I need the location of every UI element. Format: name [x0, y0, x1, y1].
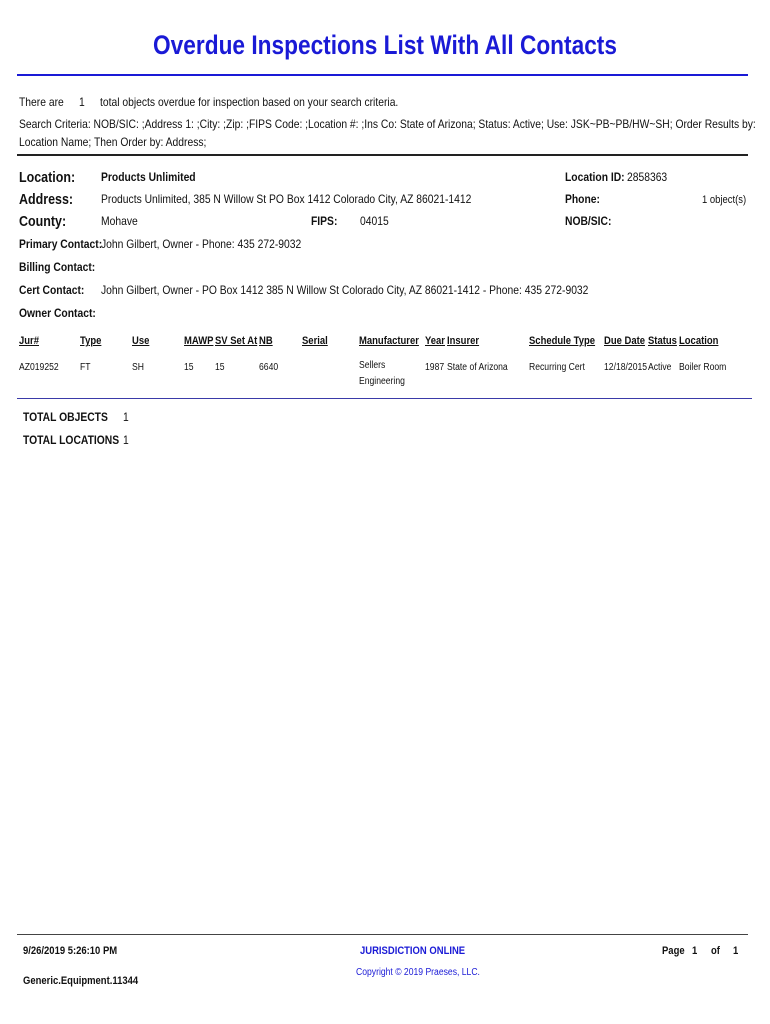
col-header-type: Type — [80, 335, 102, 347]
total-objects-label: TOTAL OBJECTS — [23, 410, 108, 424]
location-label: Location: — [19, 170, 76, 186]
cell-nb: 6640 — [259, 362, 279, 373]
col-header-schedule-type: Schedule Type — [529, 335, 596, 347]
col-header-nb: NB — [259, 335, 273, 347]
county-label: County: — [19, 214, 67, 230]
cell-schedule-type: Recurring Cert — [529, 362, 585, 373]
cert-contact-value: John Gilbert, Owner - PO Box 1412 385 N Willow St Colorado City, AZ 86021-1412 - Phone: 435 272-9032 — [101, 283, 589, 297]
col-header-year: Year — [425, 335, 445, 347]
cell-year: 1987 — [425, 362, 445, 373]
objects-count: 1 object(s) — [702, 194, 747, 206]
cert-contact-label: Cert Contact: — [19, 283, 85, 297]
cell-location: Boiler Room — [679, 362, 727, 373]
summary-prefix: There are — [19, 95, 64, 109]
location-name: Products Unlimited — [101, 170, 196, 184]
summary-text: total objects overdue for inspection based on your search criteria. — [100, 95, 399, 109]
footer-brand: JURISDICTION ONLINE — [360, 945, 466, 957]
footer-report-id: Generic.Equipment.11344 — [23, 975, 139, 987]
cell-type: FT — [80, 362, 91, 373]
col-header-due-date: Due Date — [604, 335, 646, 347]
footer-page-label: Page — [662, 945, 685, 957]
total-locations-label: TOTAL LOCATIONS — [23, 433, 120, 447]
cell-jur: AZ019252 — [19, 362, 59, 373]
county-value: Mohave — [101, 214, 138, 228]
cell-mawp: 15 — [184, 362, 194, 373]
location-id-label: Location ID: — [565, 170, 625, 184]
footer-timestamp: 9/26/2019 5:26:10 PM — [23, 945, 118, 957]
footer-of-label: of — [711, 945, 720, 957]
billing-contact-label: Billing Contact: — [19, 260, 96, 274]
col-header-mawp: MAWP — [184, 335, 214, 347]
total-objects-value: 1 — [123, 410, 129, 424]
cell-manufacturer-line2: Engineering — [359, 376, 405, 387]
col-header-location: Location — [679, 335, 719, 347]
cell-use: SH — [132, 362, 144, 373]
footer-divider — [17, 934, 748, 935]
criteria-divider — [17, 154, 748, 156]
primary-contact-label: Primary Contact: — [19, 237, 103, 251]
address-label: Address: — [19, 192, 74, 208]
col-header-status: Status — [648, 335, 677, 347]
col-header-sv-set-at: SV Set At — [215, 335, 258, 347]
fips-value: 04015 — [360, 214, 389, 228]
phone-label: Phone: — [565, 192, 600, 206]
cell-insurer: State of Arizona — [447, 362, 508, 373]
search-criteria-line1: Search Criteria: NOB/SIC: ;Address 1: ;City: ;Zip: ;FIPS Code: ;Location #: ;Ins Co: State of Arizona; Status: Active; Use: JSK~PB~PB/HW~SH; Order Results by: — [19, 117, 756, 131]
address-value: Products Unlimited, 385 N Willow St PO Box 1412 Colorado City, AZ 86021-1412 — [101, 192, 472, 206]
cell-sv-set-at: 15 — [215, 362, 225, 373]
footer-copyright: Copyright © 2019 Praeses, LLC. — [356, 967, 480, 978]
table-divider — [17, 398, 752, 399]
primary-contact-value: John Gilbert, Owner - Phone: 435 272-9032 — [101, 237, 302, 251]
nobsic-label: NOB/SIC: — [565, 214, 612, 228]
cell-manufacturer-line1: Sellers — [359, 360, 386, 371]
cell-status: Active — [648, 362, 672, 373]
col-header-insurer: Insurer — [447, 335, 480, 347]
col-header-manufacturer: Manufacturer — [359, 335, 419, 347]
location-id-value: 2858363 — [627, 170, 668, 184]
footer-page-number: 1 — [692, 945, 698, 957]
title-divider — [17, 74, 748, 76]
cell-due-date: 12/18/2015 — [604, 362, 648, 373]
owner-contact-label: Owner Contact: — [19, 306, 96, 320]
col-header-jur: Jur# — [19, 335, 39, 347]
report-title: Overdue Inspections List With All Contacts — [153, 30, 617, 60]
summary-count: 1 — [79, 95, 85, 109]
search-criteria-line2: Location Name; Then Order by: Address; — [19, 135, 207, 149]
footer-page-total: 1 — [733, 945, 739, 957]
col-header-use: Use — [132, 335, 150, 347]
fips-label: FIPS: — [311, 214, 338, 228]
total-locations-value: 1 — [123, 433, 129, 447]
col-header-serial: Serial — [302, 335, 328, 347]
